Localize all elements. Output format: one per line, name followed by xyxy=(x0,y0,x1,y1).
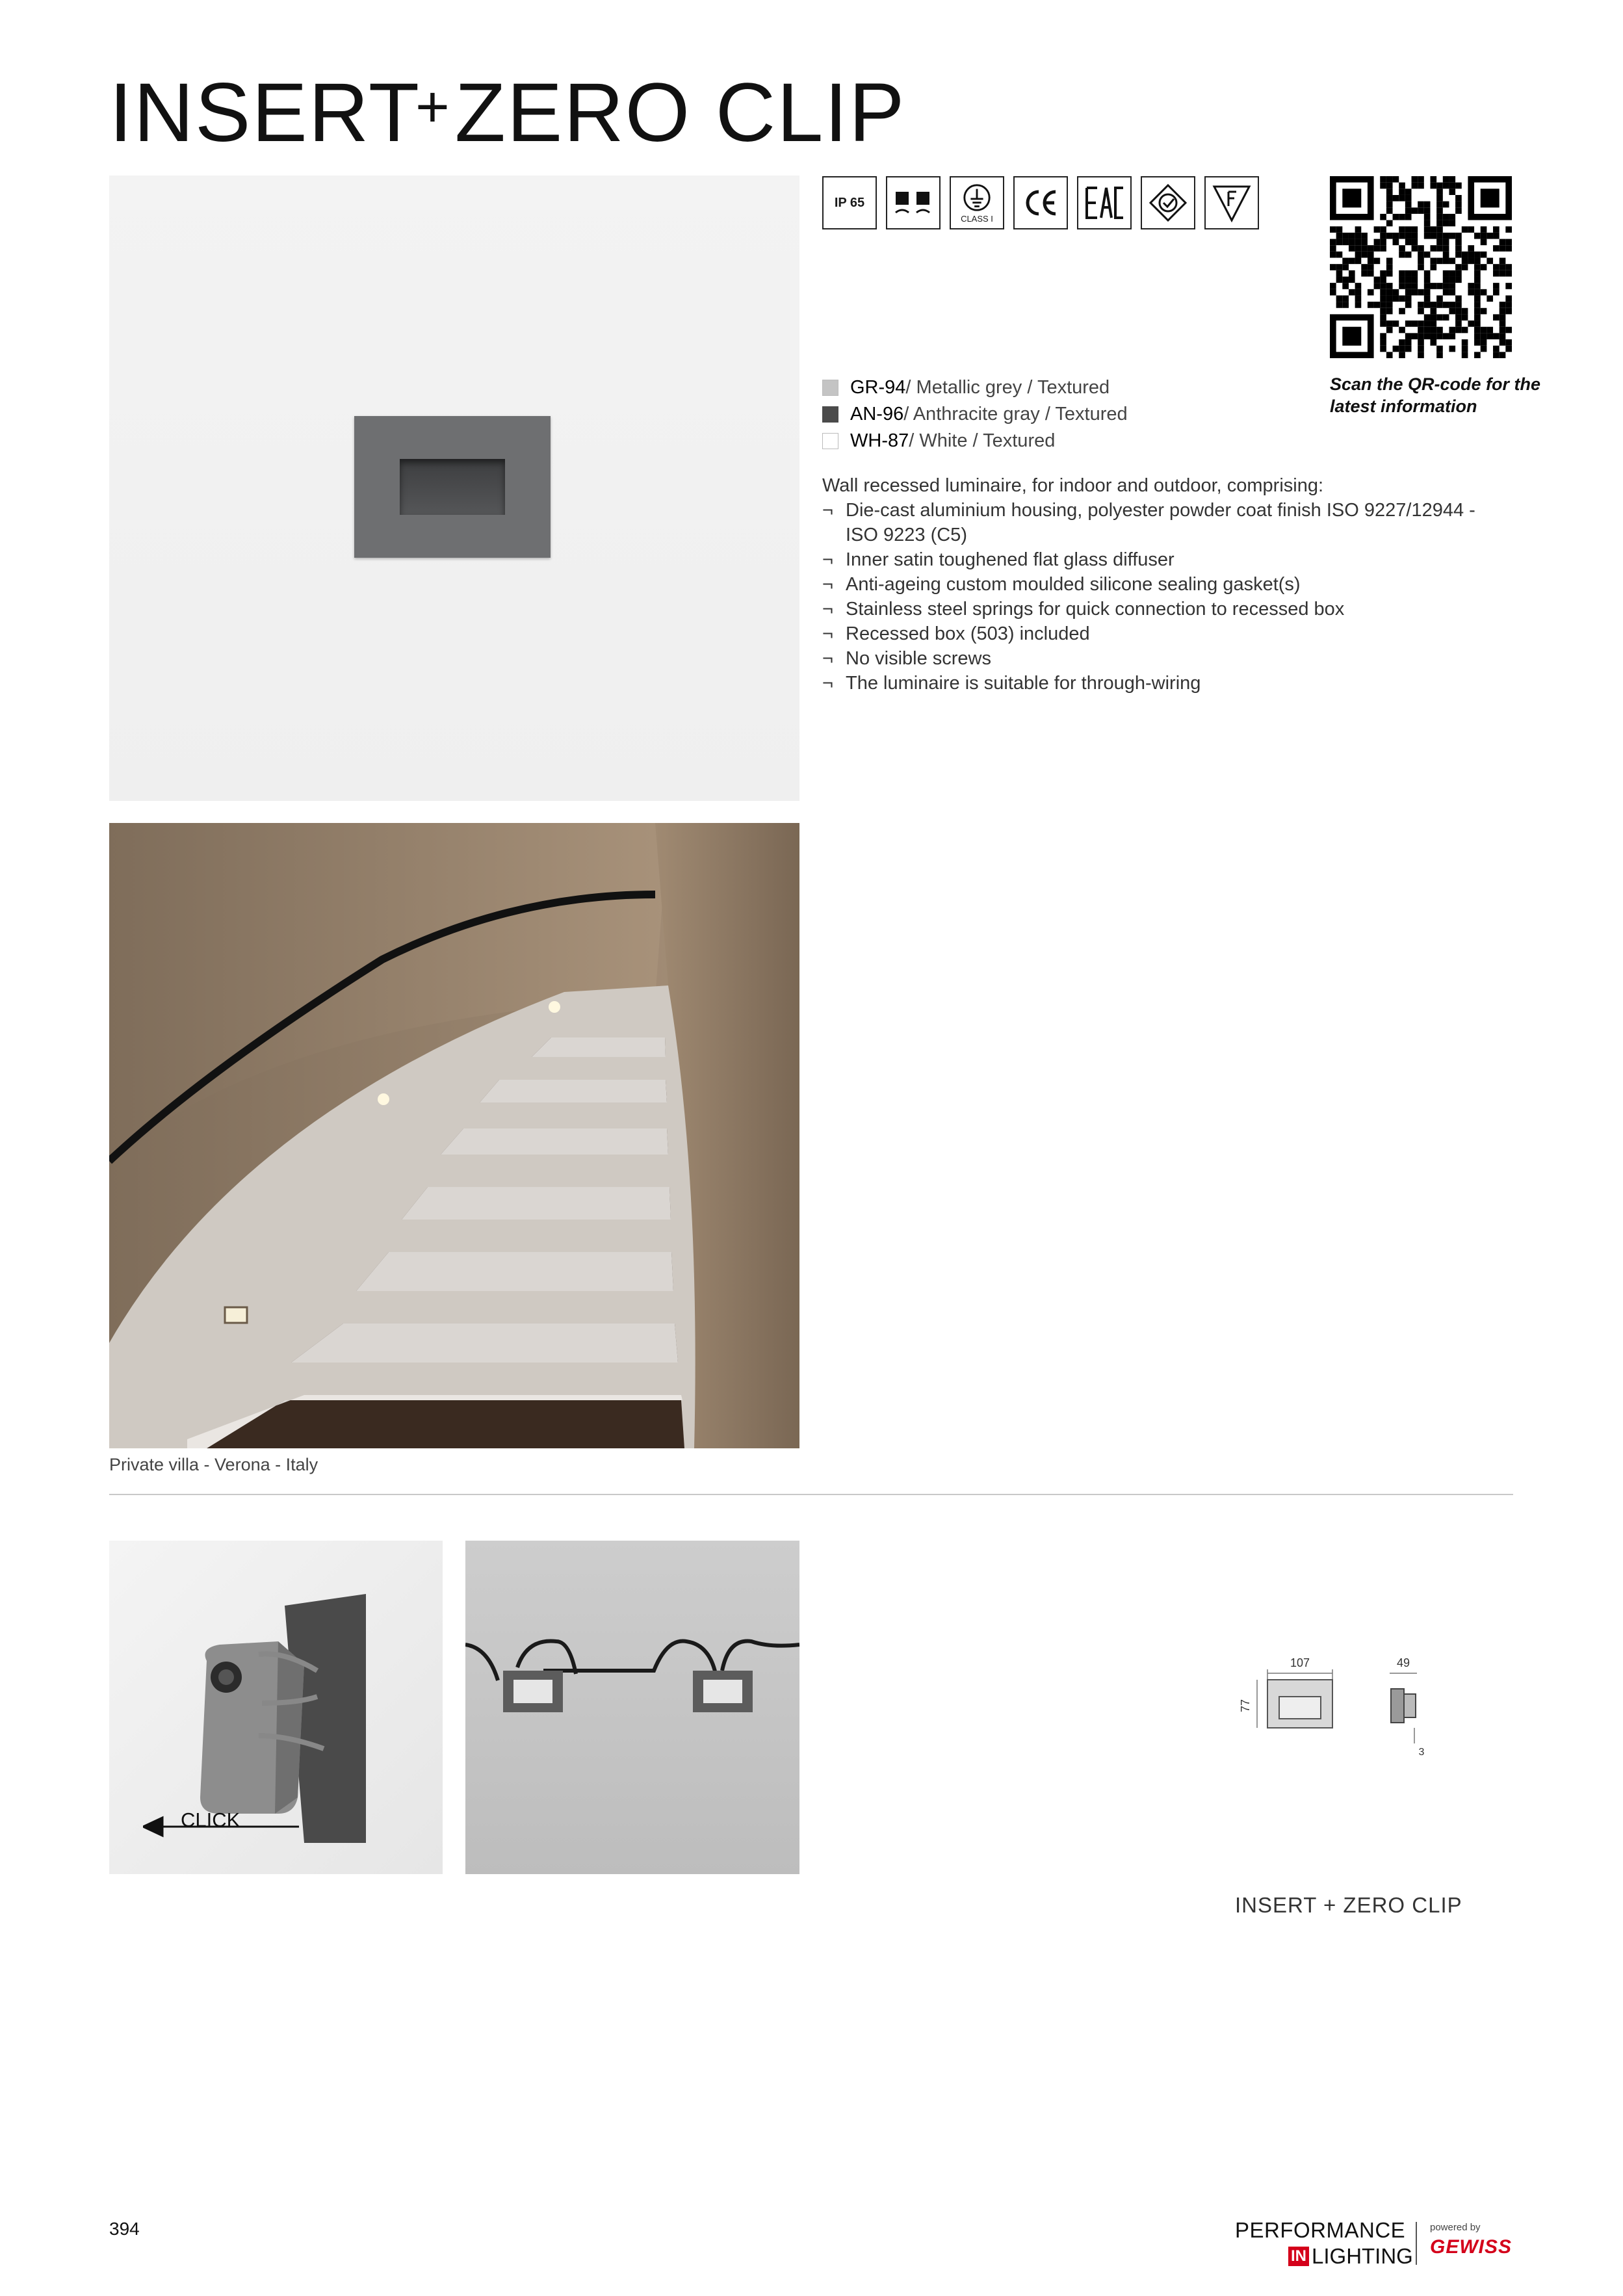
feature-item: ¬ The luminaire is suitable for through-wiring xyxy=(822,671,1511,696)
click-label: CLICK xyxy=(181,1808,240,1831)
swatch-an96 xyxy=(822,406,838,423)
feature-item: ¬ Stainless steel springs for quick connection to recessed box xyxy=(822,597,1511,621)
product-photo xyxy=(109,176,799,801)
title-rest: ZERO CLIP xyxy=(454,66,906,159)
title-plus: + xyxy=(415,75,451,140)
finish-item: GR-94 / Metallic grey / Textured xyxy=(822,374,1128,401)
page-title xyxy=(109,66,906,159)
through-wiring-photo xyxy=(465,1541,799,1874)
lighting-text: LIGHTING xyxy=(1312,2244,1413,2268)
dim-width: 107 xyxy=(1290,1656,1310,1669)
installation-photo xyxy=(109,1541,443,1874)
feature-item: ¬ Recessed box (503) included xyxy=(822,621,1511,646)
dim-depth: 49 xyxy=(1396,1656,1410,1669)
ce-mark-icon xyxy=(1013,176,1068,229)
feature-item: ¬ No visible screws xyxy=(822,646,1511,671)
certification-icons xyxy=(822,176,1259,229)
title-main: INSERT xyxy=(109,66,421,159)
f-mark-icon xyxy=(1204,176,1259,229)
qr-code[interactable] xyxy=(1330,176,1512,358)
indoor-outdoor-icon xyxy=(886,176,941,229)
product-description xyxy=(822,473,1511,696)
finish-list xyxy=(822,374,1128,454)
in-badge: IN xyxy=(1288,2247,1309,2266)
ip65-icon: IP 65 xyxy=(822,176,877,229)
dimension-drawing xyxy=(1235,1651,1443,1762)
staircase-photo xyxy=(109,823,799,1448)
swatch-wh87 xyxy=(822,433,838,449)
feature-item: ¬ Anti-ageing custom moulded silicone sealing gasket(s) xyxy=(822,572,1511,597)
feature-item: ¬ Inner satin toughened flat glass diffuser xyxy=(822,547,1511,572)
swatch-gr94 xyxy=(822,380,838,396)
finish-item: WH-87 / White / Textured xyxy=(822,428,1128,454)
finish-item: AN-96 / Anthracite gray / Textured xyxy=(822,401,1128,428)
class-i-icon: CLASS I xyxy=(950,176,1004,229)
page-number: 394 xyxy=(109,2219,140,2239)
description-intro: Wall recessed luminaire, for indoor and outdoor, comprising: xyxy=(822,475,1324,496)
powered-by-text: powered by xyxy=(1430,2222,1481,2233)
divider xyxy=(109,1494,1513,1495)
eac-mark-icon xyxy=(1077,176,1132,229)
rcm-mark-icon xyxy=(1141,176,1195,229)
dim-height: 77 xyxy=(1239,1699,1252,1713)
luminaire-front xyxy=(354,416,551,558)
qr-caption: Scan the QR-code for the latest information xyxy=(1330,374,1541,416)
drawing-label: INSERT + ZERO CLIP xyxy=(1235,1893,1462,1917)
brand-logo xyxy=(1235,2218,1514,2270)
performance-text: PERFORMANCE xyxy=(1235,2218,1406,2242)
photo-caption: Private villa - Verona - Italy xyxy=(109,1455,318,1474)
feature-list xyxy=(822,498,1511,696)
feature-item: ¬ Die-cast aluminium housing, polyester powder coat finish ISO 9227/12944 - ISO 9223 (C5) xyxy=(822,498,1511,547)
dim-extra: 3 xyxy=(1418,1747,1425,1758)
gewiss-logo: GEWISS xyxy=(1430,2236,1513,2258)
